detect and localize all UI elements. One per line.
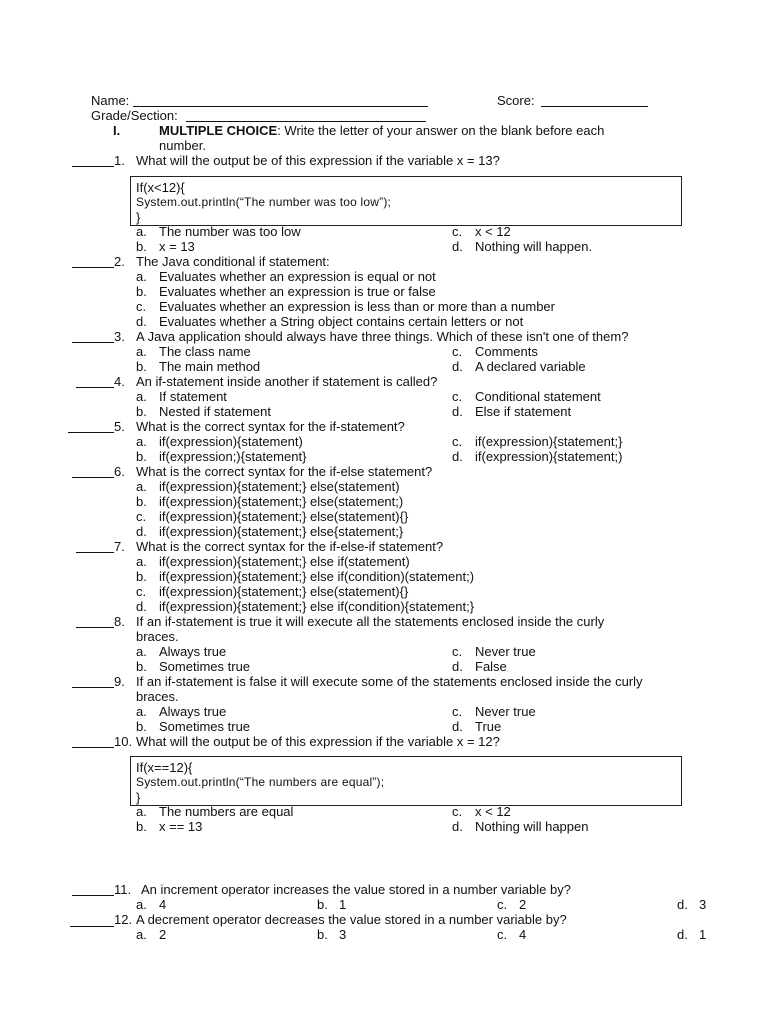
answer-blank[interactable]: [72, 267, 114, 268]
choice-letter: a.: [136, 804, 147, 819]
choice-text: The number was too low: [159, 224, 301, 239]
question-number: 2.: [114, 254, 125, 269]
section-instructions-text: : Write the letter of your answer on the blank before each: [277, 123, 605, 138]
answer-blank[interactable]: [76, 627, 114, 628]
answer-blank[interactable]: [72, 166, 114, 167]
choice-letter: b.: [136, 719, 147, 734]
question-text: What is the correct syntax for the if-else statement?: [136, 464, 433, 479]
choice-text: Nothing will happen.: [475, 239, 593, 254]
choice-letter: b.: [136, 359, 147, 374]
choice-text: Never true: [475, 644, 536, 659]
choice-letter: d.: [452, 449, 463, 464]
choice-letter: a.: [136, 389, 147, 404]
choice-text: The numbers are equal: [159, 804, 294, 819]
code-snippet: [130, 176, 682, 226]
choice-text: if(expression){statement;): [475, 449, 623, 464]
choice-letter: c.: [452, 804, 463, 819]
choice-text: A declared variable: [475, 359, 586, 374]
choice-letter: b.: [136, 659, 147, 674]
choice-text: x < 12: [475, 224, 511, 239]
choice-letter: c.: [136, 299, 147, 314]
section-instructions-cont: number.: [159, 138, 206, 153]
choice-text: if(expression;){statement}: [159, 449, 307, 464]
choice-text: Evaluates whether a String object contains certain letters or not: [159, 314, 524, 329]
question-text-cont: braces.: [136, 689, 179, 704]
choice-letter: a.: [136, 479, 147, 494]
choice-letter: c.: [452, 344, 463, 359]
section-instructions: [159, 123, 678, 138]
choice-text: Else if statement: [475, 404, 572, 419]
choice-letter: d.: [452, 659, 463, 674]
choice-text: If statement: [159, 389, 227, 404]
choice-letter: a.: [136, 554, 147, 569]
question-text: What will the output be of this expression if the variable x = 12?: [136, 734, 500, 749]
code-line: System.out.println(“The number was too low”);: [136, 195, 392, 209]
choice-text: if(expression){statement;} else(statement): [159, 479, 400, 494]
code-snippet: [130, 756, 682, 806]
section-numeral: I.: [113, 123, 121, 138]
choice-letter: d.: [136, 599, 147, 614]
choice-text: Always true: [159, 644, 227, 659]
question-text: What is the correct syntax for the if-else-if statement?: [136, 539, 444, 554]
choice-text: if(expression){statement;} else if(statement): [159, 554, 410, 569]
choice-letter: d.: [677, 927, 688, 942]
choice-letter: a.: [136, 704, 147, 719]
choice-text: 1: [339, 897, 347, 912]
choice-text: if(expression){statement;}: [475, 434, 623, 449]
question-text: What will the output be of this expression if the variable x = 13?: [136, 153, 500, 168]
choice-letter: c.: [136, 509, 147, 524]
choice-text: Evaluates whether an expression is less than or more than a number: [159, 299, 555, 314]
choice-letter: d.: [452, 404, 463, 419]
choice-text: Sometimes true: [159, 659, 251, 674]
question-number: 10.: [114, 734, 133, 749]
question-number: 5.: [114, 419, 125, 434]
choice-letter: b.: [136, 819, 147, 834]
choice-letter: c.: [452, 389, 463, 404]
question-number: 3.: [114, 329, 125, 344]
choice-text: Evaluates whether an expression is true or false: [159, 284, 436, 299]
choice-letter: a.: [136, 269, 147, 284]
choice-text: Nothing will happen: [475, 819, 589, 834]
choice-letter: b.: [136, 494, 147, 509]
answer-blank[interactable]: [72, 747, 114, 748]
choice-letter: b.: [317, 927, 328, 942]
answer-blank[interactable]: [72, 342, 114, 343]
answer-blank[interactable]: [72, 895, 114, 896]
code-line: System.out.println(“The numbers are equal”);: [136, 775, 385, 789]
choice-letter: a.: [136, 344, 147, 359]
name-label: Name:: [91, 93, 130, 108]
choice-letter: b.: [136, 404, 147, 419]
question-number: 6.: [114, 464, 125, 479]
choice-text: Never true: [475, 704, 536, 719]
question-text: A decrement operator decreases the value stored in a number variable by?: [136, 912, 567, 927]
choice-letter: b.: [136, 569, 147, 584]
question-text: A Java application should always have three things. Which of these isn't one of them?: [136, 329, 629, 344]
answer-blank[interactable]: [72, 477, 114, 478]
choice-letter: b.: [136, 239, 147, 254]
choice-text: 4: [159, 897, 167, 912]
answer-blank[interactable]: [70, 926, 114, 927]
choice-letter: d.: [452, 819, 463, 834]
choice-text: Sometimes true: [159, 719, 251, 734]
choice-letter: d.: [136, 524, 147, 539]
choice-text: if(expression){statement;} else if(condition){statement;}: [159, 599, 475, 614]
choice-text: 2: [159, 927, 167, 942]
choice-text: 4: [519, 927, 527, 942]
choice-letter: d.: [452, 719, 463, 734]
choice-text: False: [475, 659, 507, 674]
section-title: MULTIPLE CHOICE: [159, 123, 278, 138]
choice-letter: c.: [452, 704, 463, 719]
choice-letter: a.: [136, 224, 147, 239]
choice-text: Comments: [475, 344, 538, 359]
question-number: 11.: [114, 882, 132, 897]
choice-letter: c.: [452, 224, 463, 239]
choice-letter: a.: [136, 897, 147, 912]
choice-text: x == 13: [159, 819, 203, 834]
code-line: }: [136, 210, 141, 225]
grade-section-blank[interactable]: [186, 121, 426, 122]
choice-text: if(expression){statement): [159, 434, 303, 449]
choice-letter: d.: [452, 359, 463, 374]
question-text: What is the correct syntax for the if-statement?: [136, 419, 405, 434]
question-text: An increment operator increases the value stored in a number variable by?: [141, 882, 571, 897]
answer-blank[interactable]: [72, 687, 114, 688]
choice-text: x = 13: [159, 239, 195, 254]
choice-letter: d.: [677, 897, 688, 912]
choice-text: if(expression){statement;} else(statement;): [159, 494, 404, 509]
choice-text: 3: [699, 897, 707, 912]
choice-text: True: [475, 719, 502, 734]
choice-letter: a.: [136, 644, 147, 659]
choice-text: Nested if statement: [159, 404, 271, 419]
choice-text: if(expression){statement;} else(statement){}: [159, 509, 409, 524]
question-number: 4.: [114, 374, 125, 389]
choice-letter: b.: [317, 897, 328, 912]
score-blank[interactable]: [541, 106, 648, 107]
question-number: 8.: [114, 614, 125, 629]
answer-blank[interactable]: [76, 387, 114, 388]
choice-text: if(expression){statement;} else{statement;}: [159, 524, 404, 539]
choice-letter: a.: [136, 927, 147, 942]
choice-letter: a.: [136, 434, 147, 449]
choice-letter: d.: [136, 314, 147, 329]
choice-text: x < 12: [475, 804, 511, 819]
answer-blank[interactable]: [68, 432, 114, 433]
choice-text: if(expression){statement;} else if(condition)(statement;): [159, 569, 475, 584]
question-text: The Java conditional if statement:: [136, 254, 330, 269]
choice-text: The main method: [159, 359, 261, 374]
question-text-cont: braces.: [136, 629, 179, 644]
question-text: An if-statement inside another if statement is called?: [136, 374, 438, 389]
choice-letter: b.: [136, 284, 147, 299]
question-number: 1.: [114, 153, 125, 168]
choice-text: Conditional statement: [475, 389, 601, 404]
code-line: If(x<12){: [136, 180, 185, 195]
question-text: If an if-statement is true it will execute all the statements enclosed inside the curly: [136, 614, 605, 629]
choice-text: Always true: [159, 704, 227, 719]
choice-text: if(expression){statement;} else(statement){}: [159, 584, 409, 599]
name-blank[interactable]: [133, 106, 428, 107]
choice-letter: c.: [136, 584, 147, 599]
choice-letter: d.: [452, 239, 463, 254]
choice-text: 3: [339, 927, 347, 942]
question-text: If an if-statement is false it will execute some of the statements enclosed inside the curly: [136, 674, 643, 689]
choice-letter: c.: [452, 644, 463, 659]
score-label: Score:: [497, 93, 535, 108]
question-number: 7.: [114, 539, 125, 554]
choice-letter: c.: [497, 927, 508, 942]
code-line: }: [136, 790, 141, 805]
choice-text: Evaluates whether an expression is equal or not: [159, 269, 436, 284]
question-number: 9.: [114, 674, 125, 689]
choice-letter: c.: [497, 897, 508, 912]
grade-section-label: Grade/Section:: [91, 108, 178, 123]
choice-text: 2: [519, 897, 527, 912]
choice-text: The class name: [159, 344, 251, 359]
choice-letter: b.: [136, 449, 147, 464]
code-line: If(x==12){: [136, 760, 193, 775]
choice-letter: c.: [452, 434, 463, 449]
answer-blank[interactable]: [76, 552, 114, 553]
choice-text: 1: [699, 927, 707, 942]
question-number: 12.: [114, 912, 133, 927]
